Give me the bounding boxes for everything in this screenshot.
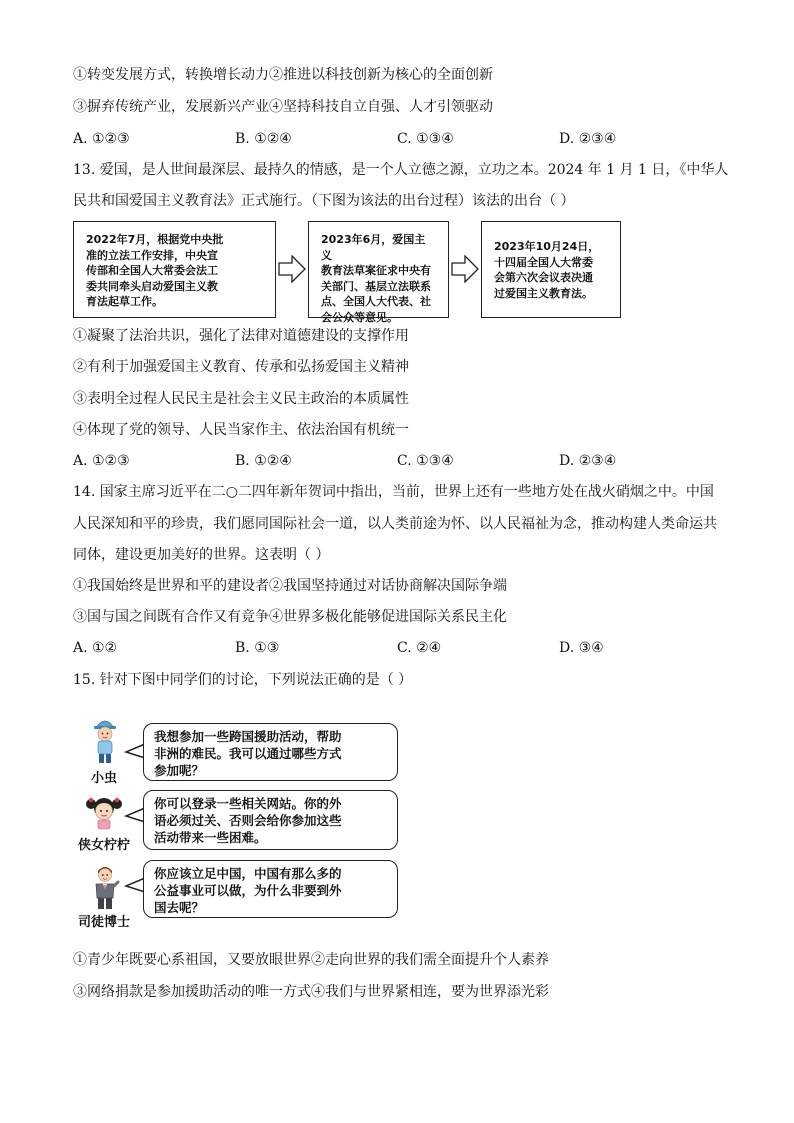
q13-option-d[interactable]: D. ②③④ [559, 453, 617, 469]
flow-box-consultation-line: 点、全国人大代表、社 [321, 295, 431, 308]
flow-box-drafting-line: 传部和全国人大常委会法工 [86, 264, 218, 277]
flow-box-adoption [481, 221, 621, 318]
speech-line: 参加呢？ [154, 763, 205, 778]
flow-box-adoption-line: 2023年10月24日， [494, 240, 600, 253]
q12-statement-line-1: ①转变发展方式，转换增长动力②推进以科技创新为核心的全面创新 [73, 67, 493, 83]
speech-bubble-xianv-ningning [143, 790, 398, 850]
speech-line: 非洲的难民。我可以通过哪些方式 [154, 746, 342, 761]
q15-statement-line-1: ①青少年既要心系祖国，又要放眼世界②走向世界的我们需全面提升个人素养 [73, 952, 549, 968]
q14-question-line-2: 人民深知和平的珍贵，我们愿同国际社会一道，以人类前途为怀、以人民福祉为念，推动构建人类命运共 [73, 516, 717, 532]
flow-box-drafting-line: 委共同牵头启动爱国主义教 [86, 279, 218, 293]
q14-option-b[interactable]: B. ①③ [235, 640, 280, 656]
flow-box-consultation-line: 会公众等意见。 [321, 310, 398, 324]
flow-box-consultation-line: 2023年6月，爱国主义 [321, 233, 426, 262]
q12-option-a[interactable]: A. ①②③ [73, 131, 130, 147]
flow-box-adoption-line: 过爱国主义教育法。 [494, 286, 593, 300]
girl-student-avatar-icon [85, 792, 123, 830]
q14-statement-line-1: ①我国始终是世界和平的建设者②我国坚持通过对话协商解决国际争端 [73, 578, 507, 594]
flow-box-consultation-line: 关部门、基层立法联系 [321, 279, 431, 293]
character-name-xiaochong: 小虫 [91, 771, 118, 786]
speech-line: 你可以登录一些相关网站。你的外 [154, 796, 342, 811]
q14-options [73, 639, 733, 657]
speech-line: 你应该立足中国，中国有那么多的 [154, 866, 342, 881]
q13-question-line-2: 民共和国爱国主义教育法》正式施行。（下图为该法的出台过程）该法的出台（ ） [73, 193, 575, 209]
q13-statement-4: ④体现了党的领导、人民当家作主、依法治国有机统一 [73, 422, 409, 438]
doctor-avatar-icon [90, 862, 120, 910]
q12-option-d[interactable]: D. ②③④ [559, 131, 617, 147]
q14-option-c[interactable]: C. ②④ [397, 640, 442, 656]
q13-statement-2: ②有利于加强爱国主义教育、传承和弘扬爱国主义精神 [73, 359, 409, 375]
q13-option-b[interactable]: B. ①②④ [235, 453, 292, 469]
flow-box-drafting-line: 育法起草工作。 [86, 295, 163, 308]
speech-line: 活动带来一些困难。 [154, 830, 267, 845]
speech-line: 国去呢？ [154, 900, 205, 915]
q14-question-line-1: 14. 国家主席习近平在二○二四年新年贺词中指出，当前，世界上还有一些地方处在战火硝烟之中。中国 [73, 484, 714, 500]
speech-line: 我想参加一些跨国援助活动，帮助 [154, 729, 342, 744]
flow-arrow-right-icon [278, 255, 306, 283]
flow-box-consultation-line: 教育法草案征求中央有 [321, 264, 431, 277]
speech-bubble-situ-boshi [143, 860, 398, 918]
flow-box-adoption-line: 会第六次会议表决通 [494, 271, 593, 284]
q14-option-d[interactable]: D. ③④ [559, 640, 604, 656]
q13-statement-1: ①凝聚了法治共识，强化了法律对道德建设的支撑作用 [73, 328, 409, 344]
q15-statement-line-2: ③网络捐款是参加援助活动的唯一方式④我们与世界紧相连，要为世界添光彩 [73, 984, 549, 1000]
speech-bubble-xiaochong [143, 723, 398, 781]
flow-arrow-right-icon [451, 255, 479, 283]
flow-box-drafting-line: 准的立法工作安排，中央宣 [86, 248, 218, 262]
q14-question-line-3: 同体，建设更加美好的世界。这表明（ ） [73, 547, 330, 563]
boy-student-avatar-icon [90, 716, 120, 764]
q13-option-a[interactable]: A. ①②③ [73, 453, 130, 469]
q13-question-line-1: 13. 爱国，是人世间最深层、最持久的情感，是一个人立德之源，立功之本。2024 年 1 月 1 日，《中华人 [73, 162, 729, 178]
q14-statement-line-2: ③国与国之间既有合作又有竞争④世界多极化能够促进国际关系民主化 [73, 609, 507, 625]
q12-statement-line-2: ③摒弃传统产业，发展新兴产业④坚持科技自立自强、人才引领驱动 [73, 99, 493, 115]
q13-option-c[interactable]: C. ①③④ [397, 453, 454, 469]
flow-box-adoption-line: 十四届全国人大常委 [494, 255, 593, 269]
q15-question: 15. 针对下图中同学们的讨论，下列说法正确的是（ ） [73, 672, 413, 688]
speech-line: 公益事业可以做，为什么非要到外 [154, 883, 342, 898]
character-name-situ-boshi: 司徒博士 [78, 915, 131, 930]
q12-options [73, 130, 733, 148]
flow-box-drafting [73, 221, 276, 318]
character-name-xianv-ningning: 侠女柠柠 [78, 838, 131, 853]
flow-box-consultation [308, 221, 449, 324]
q14-option-a[interactable]: A. ①② [73, 640, 118, 656]
flow-box-drafting-line: 2022年7月，根据党中央批 [86, 233, 224, 246]
q12-option-c[interactable]: C. ①③④ [397, 131, 454, 147]
speech-line: 语必须过关、否则会给你参加这些 [154, 813, 342, 828]
q13-options [73, 452, 733, 470]
q12-option-b[interactable]: B. ①②④ [235, 131, 292, 147]
q13-statement-3: ③表明全过程人民民主是社会主义民主政治的本质属性 [73, 391, 409, 407]
